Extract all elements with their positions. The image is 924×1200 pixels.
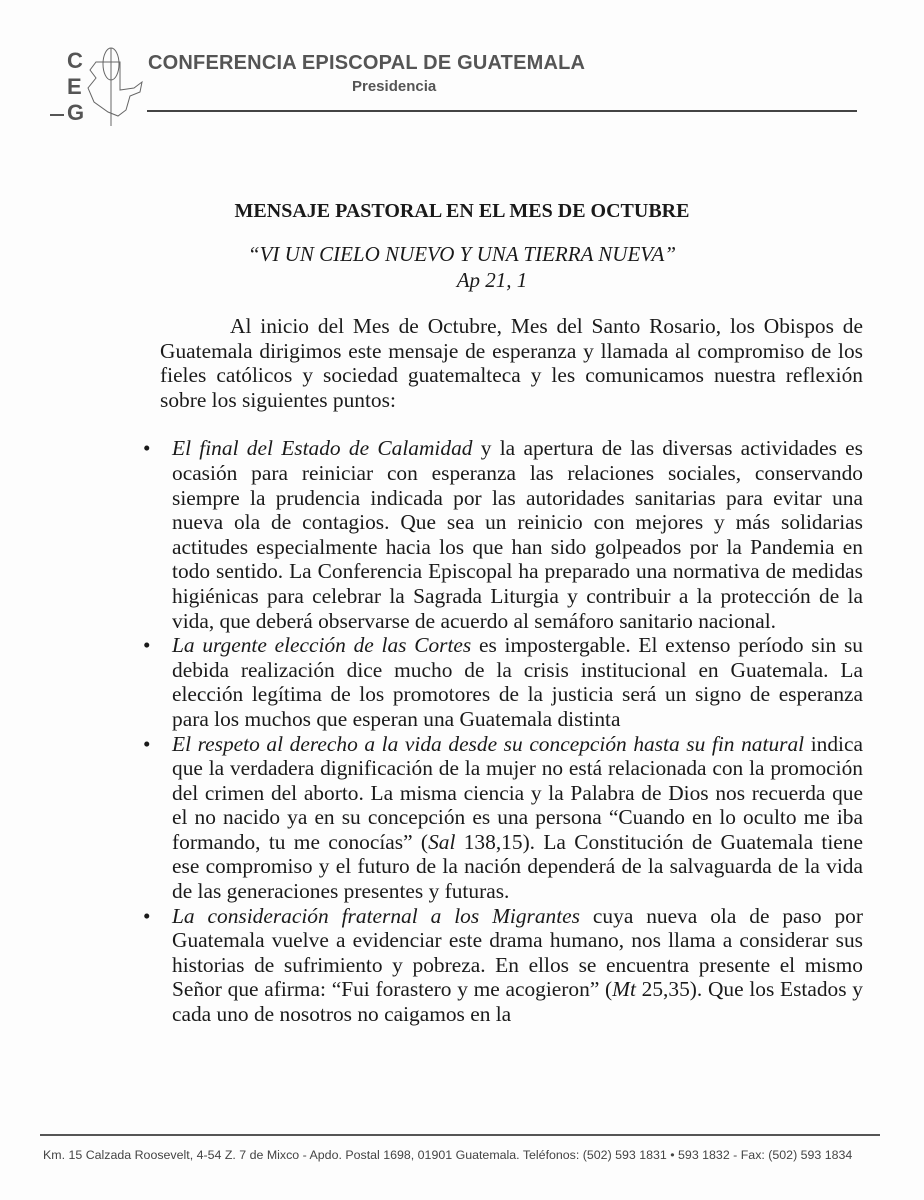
point-heading: El respeto al derecho a la vida desde su concepción hasta su fin natural bbox=[172, 731, 805, 756]
point-text: cuya nueva ola de paso por Guatemala vuelve a evidenciar este drama humano, nos llama a considerar sus historias de sufrimiento y pobreza. En ellos se encuentra presente el mismo Señor que afirma: “Fui forastero y me acogieron” ( bbox=[172, 903, 864, 1002]
scripture-ref: Mt bbox=[612, 977, 636, 1002]
point-text: es impostergable. El extenso período sin su debida realización dice mucho de la crisis institucional en Guatemala. La elección legítima de los promotores de la justicia será un signo de esperanza para los muchos que esperan una Guatemala distinta bbox=[172, 633, 863, 731]
point-heading: El final del Estado de Calamidad bbox=[172, 436, 473, 461]
point-heading: La consideración fraternal a los Migrantes bbox=[172, 903, 581, 928]
citation: Ap 21, 1 bbox=[456, 268, 528, 292]
point-text: 138,15). La Constitución de Guatemala tiene ese compromiso y el futuro de la nación dependerá de la salvaguarda de la vida de las generaciones presentes y futuras. bbox=[172, 829, 863, 904]
point-text: indica que la verdadera dignificación de la mujer no está relacionada con la promoción del crimen del aborto. La misma ciencia y la Palabra de Dios nos recuerda que el no nacido ya en su concepción es una persona “Cuando en lo oculto me iba formando, tu me conocías” ( bbox=[172, 731, 863, 854]
point-text: 25,35). Que los Estados y cada uno de nosotros no caigamos en la bbox=[172, 977, 863, 1027]
ceg-logo bbox=[40, 44, 160, 124]
document-subtitle: “VI UN CIELO NUEVO Y UNA TIERRA NUEVA” bbox=[247, 242, 677, 266]
guatemala-map-icon bbox=[82, 44, 152, 126]
logo-letter: G bbox=[67, 100, 85, 125]
logo-letter: C bbox=[67, 48, 83, 73]
intro-paragraph: Al inicio del Mes de Octubre, Mes del Santo Rosario, los Obispos de Guatemala dirigimos este mensaje de esperanza y llamada al compromiso de los fieles católicos y sociedad guatemalteca y les comunicamos nuestra reflexión sobre los siguientes puntos: bbox=[160, 314, 863, 412]
document-body bbox=[143, 314, 864, 1027]
document-title: MENSAJE PASTORAL EN EL MES DE OCTUBRE bbox=[234, 200, 690, 222]
list-item bbox=[143, 633, 863, 731]
footer-address: Km. 15 Calzada Roosevelt, 4-54 Z. 7 de Mixco - Apdo. Postal 1698, 01901 Guatemala. Teléfonos: (502) 593 1831 • 593 1832 - Fax: (502) 593 1834 bbox=[43, 1148, 853, 1162]
list-item bbox=[143, 731, 863, 904]
bullet-icon: • bbox=[143, 731, 151, 756]
logo-letter: E bbox=[67, 74, 82, 99]
points-list bbox=[143, 436, 864, 1027]
bullet-icon: • bbox=[143, 903, 151, 928]
scripture-ref: Sal bbox=[428, 829, 456, 854]
list-item bbox=[143, 436, 863, 633]
organization-name: CONFERENCIA EPISCOPAL DE GUATEMALA bbox=[148, 52, 586, 74]
point-text: y la apertura de las diversas actividades es ocasión para reiniciar con esperanza las relaciones sociales, conservando siempre la prudencia indicada por las autoridades sanitarias para evitar una nueva ola de contagios. Que sea un reinicio con mejores y más solidarias actitudes especialmente hacia los que han sido golpeados por la Pandemia en todo sentido. La Conferencia Episcopal ha preparado una normativa de medidas higiénicas para celebrar la Sagrada Liturgia y contribuir a la protección de la vida, que deberá observarse de acuerdo al semáforo sanitario nacional. bbox=[172, 436, 863, 633]
logo-dash bbox=[50, 114, 64, 116]
bullet-icon: • bbox=[143, 436, 151, 461]
office-name: Presidencia bbox=[352, 78, 437, 95]
bullet-icon: • bbox=[143, 633, 151, 658]
header-divider bbox=[147, 110, 857, 112]
footer-divider bbox=[40, 1134, 880, 1136]
list-item bbox=[143, 903, 864, 1027]
point-heading: La urgente elección de las Cortes bbox=[172, 633, 472, 658]
